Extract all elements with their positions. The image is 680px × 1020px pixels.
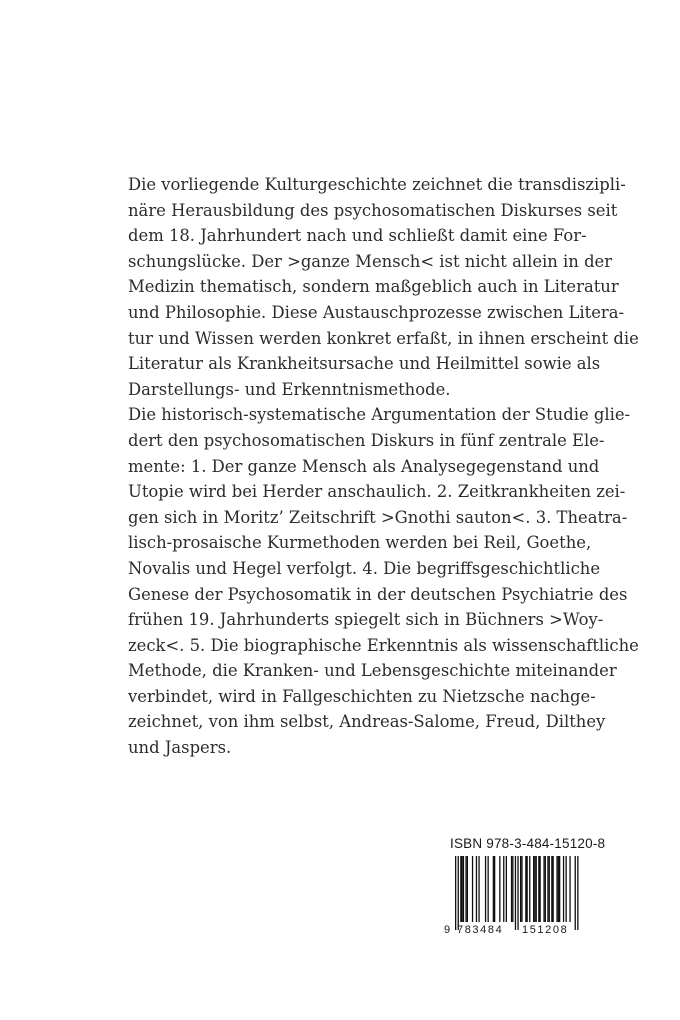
barcode-bar [549, 856, 550, 922]
barcode-bar [488, 856, 489, 922]
barcode-bar [563, 856, 564, 922]
barcode-bar [485, 856, 486, 922]
barcode-bar [525, 856, 526, 922]
text-line: lisch-prosaische Kurmethoden werden bei Reil, Goethe, [128, 533, 592, 553]
barcode-bar [543, 856, 544, 922]
barcode [444, 856, 584, 936]
isbn-block [444, 836, 606, 936]
barcode-bar [553, 856, 554, 922]
barcode-guard-bar [575, 856, 576, 930]
barcode-bar [559, 856, 560, 922]
text-line: näre Herausbildung des psychosomatischen Diskurses seit [128, 200, 618, 220]
text-line: zeck<. 5. Die biographische Erkenntnis als wissenschaftliche [128, 635, 639, 655]
barcode-bar [511, 856, 512, 922]
barcode-bar [493, 856, 494, 922]
barcode-bar [558, 856, 559, 922]
barcode-guard-bar [577, 856, 578, 930]
text-line: Darstellungs- und Erkenntnismethode. [128, 379, 451, 399]
barcode-left-group: 783484 [457, 924, 504, 936]
text-line: und Jaspers. [128, 738, 232, 758]
text-line: schungslücke. Der >ganze Mensch< ist nicht allein in der [128, 251, 613, 271]
barcode-bar [520, 856, 521, 922]
text-line: Die vorliegende Kulturgeschichte zeichnet die transdiszipli- [128, 175, 626, 194]
blurb-paragraph-2 [128, 402, 639, 760]
barcode-bar [545, 856, 546, 922]
barcode-bar [569, 856, 570, 922]
barcode-bar [503, 856, 504, 922]
barcode-bar [521, 856, 522, 922]
barcode-bar [551, 856, 552, 922]
text-line: Literatur als Krankheitsursache und Heilmittel sowie als [128, 354, 601, 374]
text-line: mente: 1. Der ganze Mensch als Analysegegenstand und [128, 456, 600, 476]
text-line: Utopie wird bei Herder anschaulich. 2. Zeitkrankheiten zei- [128, 482, 626, 502]
blurb-text [128, 172, 639, 761]
isbn-label: ISBN 978-3-484-15120-8 [450, 836, 606, 851]
barcode-guard-bar [455, 856, 456, 930]
barcode-bar [534, 856, 535, 922]
text-line: Novalis und Hegel verfolgt. 4. Die begriffsgeschichtliche [128, 558, 601, 578]
barcode-bar [547, 856, 548, 922]
barcode-bar [472, 856, 473, 922]
barcode-bar [566, 856, 567, 922]
text-line: verbindet, wird in Fallgeschichten zu Nietzsche nachge- [128, 686, 596, 706]
barcode-guard-bar [515, 856, 516, 930]
barcode-bar [529, 856, 530, 922]
barcode-bar [538, 856, 539, 922]
barcode-bar [536, 856, 537, 922]
barcode-right-group: 151208 [522, 924, 569, 936]
barcode-guard-bar [458, 856, 459, 930]
barcode-bar [527, 856, 528, 922]
text-line: Methode, die Kranken- und Lebensgeschichte miteinander [128, 661, 617, 681]
barcode-bar [467, 856, 468, 922]
barcode-bar [533, 856, 534, 922]
barcode-bar [476, 856, 477, 922]
text-line: dert den psychosomatischen Diskurs in fünf zentrale Ele- [128, 430, 605, 450]
text-line: Die historisch-systematische Argumentation der Studie glie- [128, 405, 631, 425]
barcode-bar [462, 856, 463, 922]
text-line: Medizin thematisch, sondern maßgeblich auch in Literatur [128, 277, 619, 297]
text-line: frühen 19. Jahrhunderts spiegelt sich in Büchners >Woy- [128, 610, 604, 630]
barcode-bar [512, 856, 513, 922]
barcode-bar [506, 856, 507, 922]
barcode-first-digit: 9 [444, 924, 451, 936]
text-line: gen sich in Moritz’ Zeitschrift >Gnothi sauton<. 3. Theatra- [128, 507, 628, 527]
barcode-bar [465, 856, 466, 922]
text-line: dem 18. Jahrhundert nach und schließt damit eine For- [128, 226, 587, 246]
barcode-bar [499, 856, 500, 922]
text-line: zeichnet, von ihm selbst, Andreas-Salome, Freud, Dilthey [128, 712, 606, 732]
barcode-bar [540, 856, 541, 922]
blurb-paragraph-1 [128, 172, 639, 402]
text-line: Genese der Psychosomatik in der deutschen Psychiatrie des [128, 584, 628, 604]
text-line: tur und Wissen werden konkret erfaßt, in ihnen erscheint die [128, 328, 639, 348]
barcode-guard-bar [517, 856, 518, 930]
barcode-bar [494, 856, 495, 922]
barcode-bar [478, 856, 479, 922]
barcode-bar [556, 856, 557, 922]
text-line: und Philosophie. Diese Austauschprozesse zwischen Litera- [128, 302, 625, 322]
barcode-bar [463, 856, 464, 922]
barcode-bar [460, 856, 461, 922]
